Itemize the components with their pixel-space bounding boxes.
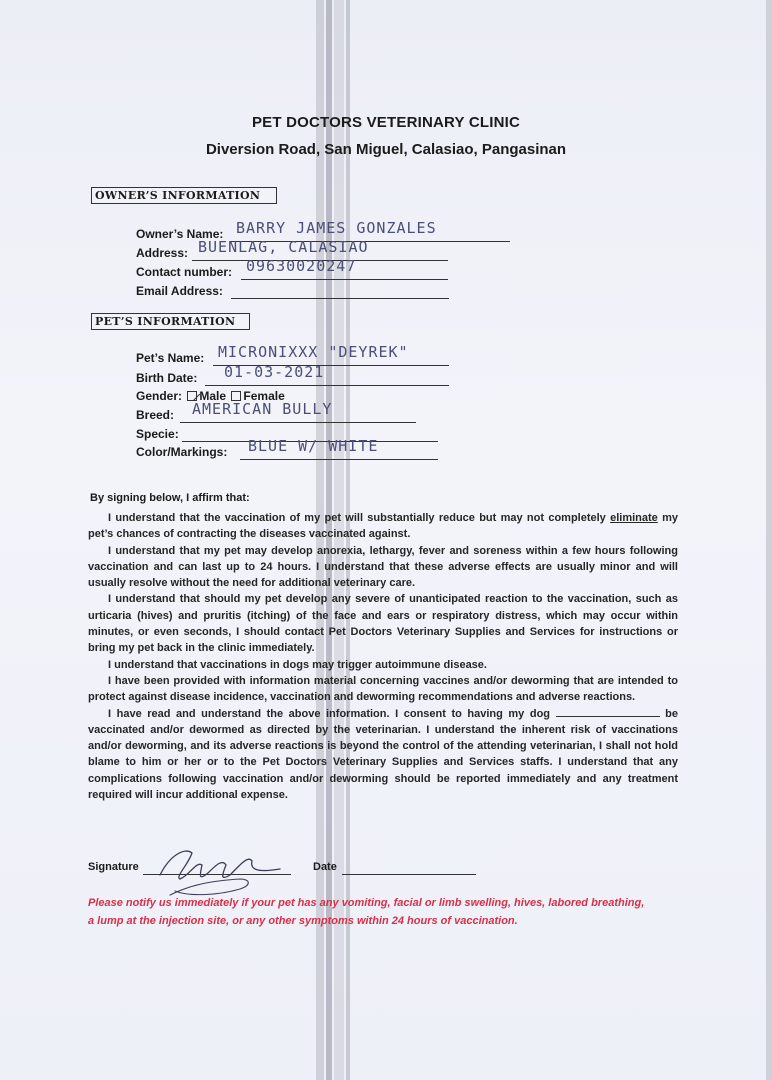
color-markings-line (240, 459, 438, 460)
dog-name-blank[interactable] (556, 706, 660, 717)
signature-label: Signature (88, 861, 139, 873)
contact-number-label: Contact number: (136, 265, 232, 279)
pet-name-value: MICRONIXXX "DEYREK" (218, 343, 409, 361)
eliminate-word: eliminate (610, 512, 658, 524)
consent-paragraph (88, 510, 678, 543)
birth-date-field[interactable] (136, 363, 456, 387)
clinic-name: PET DOCTORS VETERINARY CLINIC (251, 114, 521, 131)
consent-paragraph: I understand that should my pet develop any severe of unanticipated reaction to the vaccination, such as urticaria (hives) and pruritis (itching) of the face and ears or respiratory distress, which may occur within minutes, or even seconds, I should contact Pet Doctors Veterinary Supplies and Services for instructions or bring my pet back in the clinic immediately. (88, 593, 678, 655)
pet-section-title: PET’S INFORMATION (91, 313, 250, 330)
color-markings-field[interactable] (136, 437, 446, 461)
affirm-heading: By signing below, I affirm that: (90, 492, 250, 504)
pet-name-label: Pet’s Name: (136, 351, 205, 365)
owner-address-value: BUENLAG, CALASIAO (198, 238, 369, 256)
email-field[interactable] (136, 282, 456, 300)
gender-label: Gender: (136, 389, 183, 403)
contact-number-line (241, 279, 448, 280)
page-edge (766, 0, 772, 1080)
email-line (231, 298, 449, 299)
color-markings-label: Color/Markings: (136, 445, 228, 459)
consent-p6-text-end: be vaccinated and/or dewormed as directed by the veterinarian. I understand the inherent risk of vaccinations and/or deworming, and its adverse reactions is beyond the control of the attending veterinarian, I shall not hold blame to him or her or to the Pet Doctors Veterinary Supplies and Services staffs. I understand that any complications following vaccination and/or deworming should be reported immediately and any treatment required will incur additional expense. (88, 707, 678, 802)
consent-p1-text: I understand that the vaccination of my pet will substantially reduce but may not completely (108, 512, 606, 524)
notice-text: Please notify us immediately if your pet has any vomiting, facial or limb swelling, hives, labored breathing, a lump at the injection site, or any other symptoms within 24 hours of vaccination. (88, 897, 645, 927)
email-label: Email Address: (136, 284, 223, 298)
owner-address-label: Address: (136, 246, 189, 260)
breed-field[interactable] (136, 400, 426, 424)
specie-label: Specie: (136, 427, 179, 441)
breed-line (180, 422, 416, 423)
male-option-label: Male (199, 389, 227, 403)
birth-date-label: Birth Date: (136, 371, 198, 385)
breed-label: Breed: (136, 408, 175, 422)
birth-date-line (205, 385, 449, 386)
color-markings-value: BLUE W/ WHITE (248, 437, 379, 455)
birth-date-value: 01-03-2021 (224, 363, 325, 381)
consent-p1-text-end: my pet’s chances of contracting the diseases vaccinated against. (88, 512, 678, 541)
consent-paragraph (88, 706, 678, 804)
consent-paragraph: I understand that my pet may develop anorexia, lethargy, fever and soreness within a few hours following vaccination and can last up to 24 hours. I understand that these adverse effects are usually minor and will usually resolve without the need for additional veterinary care. (88, 544, 678, 590)
date-line[interactable] (342, 874, 476, 875)
contact-number-value: 09630020247 (246, 257, 357, 275)
consent-paragraph: I understand that vaccinations in dogs may trigger autoimmune disease. (108, 658, 487, 671)
handwritten-signature (130, 835, 300, 900)
owner-section-title: OWNER’S INFORMATION (91, 187, 277, 204)
female-option-label: Female (243, 389, 285, 403)
contact-number-field[interactable] (136, 257, 456, 281)
consent-paragraph: I have been provided with information material concerning vaccines and/or deworming that are intended to protect against disease incidence, vaccination and deworming recommendations and adverse reactions. (88, 674, 678, 704)
consent-text (88, 510, 678, 803)
owner-name-label: Owner’s Name: (136, 227, 224, 241)
date-label: Date (313, 861, 337, 873)
owner-name-value: BARRY JAMES GONZALES (236, 219, 437, 237)
consent-p6-text: I have read and understand the above information. I consent to having my dog (108, 707, 551, 720)
clinic-address: Diversion Road, San Miguel, Calasiao, Pangasinan (205, 141, 567, 158)
breed-value: AMERICAN BULLY (192, 400, 333, 418)
